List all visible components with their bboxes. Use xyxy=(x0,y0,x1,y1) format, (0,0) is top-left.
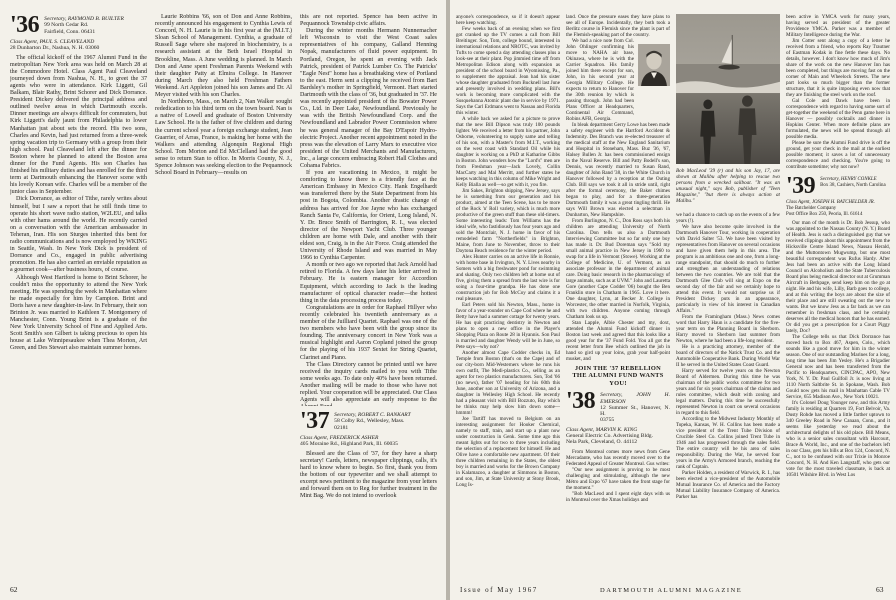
paragraph: A month or two ago we reported that Jack Arnold had retired to Florida. A few days later his letter arrived in February. He is eastern manager for Accordion Equipment, which according to Jack is the leading manufacturer of optical character reader—the hottest thing in the data processing process today. xyxy=(300,262,437,304)
secretary-info xyxy=(820,175,885,189)
class-year: '37 xyxy=(300,410,330,434)
left-column-2 xyxy=(155,14,292,584)
right-column-4 xyxy=(786,14,890,584)
paragraph: We have also become quite involved in the Dartmouth Hanover Tour, working in cooperation with David Salter '53. We have been visited by representatives from Hanover on several occasions and have given them help in this area. The program is an ambitious one and one, from a long-range standpoint, that should do much to further and strengthen an understanding of relations between the two countries. We are told that the Dartmouth Glee Club will sing at Expo on the second day of the fair and we certainly hope to attend this event. It would not surprise us if President Dickey puts in an appearance, particularly in view of his interest in Canadian Affairs." xyxy=(676,224,780,314)
page-number: 63 xyxy=(876,585,884,594)
paragraph: Parker Holden, a resident of Warwick, R. I., has been elected a vice-president of the Automobile Mutual Insurance Co. of America and the Factory Mutual Liability Insurance Company of America. Parker has xyxy=(676,470,780,500)
footer-magazine-title: DARTMOUTH ALUMNI MAGAZINE xyxy=(600,587,743,594)
secretary-info xyxy=(334,410,411,431)
class-agent-address-2: Nela Park, Cleveland, O. 44112 xyxy=(566,439,638,446)
paragraph: From Burlington, N. C., Don Ross says both his children are attending University of North Carolina. Don tells us also a Dartmouth Interviewing Committee but so far only one boy has made it. Dr. Bud Doreman says "Sold my small animal practice in New Jersey in 1960 to swap for a life in Vermont (Stowe). Working at the College of Medicine, U. of Vermont, as an associate professor in the department of animal care. Doing basic research in the pharmacology of large animals, such as at UVM." John and Lauretta Gore (another Cape Codder '06) bought the Ben Franklin store in Chatham in 1965. Love it here. One daughter, Lynn, at Becker Jr. College in Worcester, the other married in Norfolk, Virginia, with two children. Anyone coming through Chatham look us up. xyxy=(566,218,670,320)
class-year: '39 xyxy=(786,173,816,199)
paragraph: we had a chance to catch up on the events of a few years (!). xyxy=(676,212,780,224)
paragraph: Gal Cole and Dawk have been in correspondence with regard to having some sort of get-together the weekend of the Penn game here in Hanover — possibly cocktails and dinner in Hopkins Center. When more definite plans are formulated, the news will be spread through all possible media. xyxy=(786,98,890,140)
paragraph: land. Once the pressure eases they have plans to see all of Europe. Incidentally, they both took a Berlitz course in Flemish since the plant is part of the Flemish-speaking part of the country. xyxy=(566,14,670,38)
slogan-line-3: YOU! xyxy=(609,379,627,387)
class-agent-name: Class Agent, FREDERICK ASHER xyxy=(300,435,379,441)
paragraph: We had a nice note from Col. John Ohlinger confirming his move to NAHA air base, Okinawa, where he is with the Carrier Squadron. His family joined him there except for son, John, in his second year at Georgia Military College. He expects to return to Hanover for the 30th reunion by which is passing through. John had been Plans Officer at Headquarters, Continental Air Command, Robins AFB, Georgia. xyxy=(566,38,634,122)
left-column-3 xyxy=(300,14,437,406)
paragraph: During the winter months Hermann Nunnemacher left Wisconsin to visit the West Coast sales representatives of his company, Galland Henning Nopak, manufacturers of fluid power equipment. In Portland, Oregon, he spent an evening with Jack Patrick, president of Patrick Lumber Co. The Patricks' "Eagle Nest" home has a breathtaking view of Portland to the east. Herm sent a clipping he received from Bart Bardsley's mother in Springfield, Vermont. Hart started Dartmouth with the class of '36, but graduated in '37. He was recently appointed president of the Bowater Power Co., Ltd. in Deer Lake, Newfoundland. Previously he was with the British Newfoundland Corp. and the Newfoundland and Labrador Power Commission where he was general manager of the Bay D'Espoir Hydro-electric Project. Another recent appointment noted in the press was the elevation of Larry Marx to executive vice president of the United Merchants and Manufacturers, Inc., a large concern embracing Robert Hall Clothes and Cohama Fabrics. xyxy=(300,28,437,169)
class-37-heading xyxy=(300,410,437,432)
class-agent-address-1: General Electric Co. Advertising Bldg. xyxy=(566,433,653,439)
class-agent-address: 405 Moraine Rd., Highland Park, Ill. 60035 xyxy=(300,441,398,448)
secretary-address-2: 03755 xyxy=(600,417,615,424)
paragraph: Laurie Robbins '66, son of Don and Anne Robbins, recently announced his engagement to Cynthia Lewis of Concord, N. H. Laurie is in his first year at the (M.I.T.) Sloan School of Management. Cynthia, a graduate of Russell Sage where she majored in biochemistry, is a research assistant at the Beth Israel Hospital in Brookline, Mass. A June wedding is planned. In March Don and Anne spent Freshman Parents Weekend with their daughter Patty at Elmira College. In Hanover during March they also held Freshman Fathers Weekend. Art Appleton joined his son James and Dr. Al Meyer visited with his son Charles. xyxy=(155,14,292,99)
secretary-address-2: 02181 xyxy=(334,424,349,431)
secretary-address-1: 99 North Cedar Rd. xyxy=(44,22,89,29)
paragraph: this are not reported. Spence has been active in Pequannock Township civic affairs. xyxy=(300,14,437,28)
paragraph: Few weeks back of an evening when we first got cranked up the TV comes a call from Bill Breitinger. Son, Tom, college bound, interested in international relations and NROTC, was invited by Tufts to come spend a day attending classes plus a look-see at their plant. Pop jimmied time off from Metropolitan Edison along with expansion as president of the school board in Wyomissing, Pa., to supplement the appraisal. Jean had his sister whose daughter graduated from Bucknell last June and presently involved in wedding plans. Bill's work is becoming more complicated with the Susquehanna Atomic plant due in service by 1971. Says the Carl Erdmans went to Nassau and Florida this winter. xyxy=(456,26,560,116)
class-agent-info xyxy=(10,39,147,52)
paragraph: Jim Sakes, Brighton shipping, New Jersey, says he is something from our generation and his product, aimed at the Teen Scene, has to be more of the Rock 'n' Roll variety, which is much more productive of the green stuff than these old-timers. Some interesting leads: Tom Williams has the ideal wife, who fastidiously has four years ago and sold the Montclair, N. J. home in favor of his remodeled farm "Northerfields" in Brighton, Maine, from June to November, throw to their Daytona Beach residence for the winter period. xyxy=(456,188,560,254)
class-agent-name: Class Agent, PAUL S. CLEAVELAND xyxy=(10,39,95,45)
paragraph: In bleak department Gerry Lowe has been made a safety engineer with the Hartford Accident & Indemnity. Des Branch was re-elected treasurer of the medical staff at the New England Sanitarium and Hospital in Stoneham, Mass. Buz '36, '67, Halsey Bullen Jr. has been commissioned ensign in the Naval Reserve. Bill and Patty Bodell's son, Dennis, was recently married to Susan Rand, daughter of John Rand '38, in the White Church in Hanover followed by a reception at the Outing Club. Bill says we took it all in stride until, right after the formal ceremony, the Baker chimes began to play, and for a three-generation Dartmouth family it was a great tingling thrill. He says Will Brown was elected a selectman in Dunbarton, New Hampshire. xyxy=(566,122,670,218)
class-38-heading xyxy=(566,390,670,423)
footer-issue: Issue of May 1967 xyxy=(460,586,538,594)
class-year: '36 xyxy=(10,14,40,38)
left-page xyxy=(0,0,446,600)
secretary-address-1: 58 Colby Rd., Wellesley, Mass. xyxy=(334,418,405,425)
paragraph: From Montreal comes more news from Gene Mercadante, who has recently moved over to the Federated Appeal of Greater Montreal. Gus writes: xyxy=(566,448,670,467)
paragraph: been active in YMCA work for many years, having served as president of the greater Providence YMCA. Parker was a member of Military Intelligence during the War. xyxy=(786,14,890,38)
paragraph: Alex Hunter carries on an active life in Ronnie, with home base in Irvington, N. Y. Lives nearby in Somers with a big freshwater pond for swimming and skating. Only two children left at home out of five, giving them a spread from the last wire is for soing a four-time grandpa. He has done one construction job for Bob McCoy and claims it a real pleasure. xyxy=(456,254,560,302)
paragraph: In Northboro, Mass., on March 2, Nan Walker sought rededication to his third term on the town board. Nan is a native of Lowell and graduate of Boston University Law School. He is the father of five children and during the current school year a foreign exchange student, Jean Guarrier, of Arras, France, is making her home with the Walkers and attending Algonquin Regional High School. Tom Morton and Ed McClelland had the good sense to return Stan to office. In Morris County, N. J., Spence Johnson was seeking election to the Pequannock School Board in February—results on xyxy=(155,99,292,177)
secretary-name: Secretary, JOHN H. EMERSON xyxy=(600,392,670,405)
paragraph: Earl Peters sold his Newton, Mass., home in favor of a year-rounder on Cape Cod where he and Betty have had a summer cottage for twenty years. He has quit practicing dentistry in Newton and plans to open a new office in the Player's Shopping Plaza on Route 28 in Hyannis. Son Paul is married and daughter Wendy will be in June, so Pete says—why not? xyxy=(456,302,560,350)
class-agent-info xyxy=(786,200,890,217)
paragraph: The College tells us that Dick Dorrance has moved back to Box 467, Aspen, Colo., which sounds like a good move for him in the winter season. One of our outstanding Marines for a long, long time has been Jim Yesley. He's a Brigadier General now and has been transferred from the Pacific to Headquarters, CINCPAC, APO, New York, N. Y. Dr. Paul Guilfoil Jr. is now living at 1110 North Saltbrite St. in Spokane, Wash. Bob Gould now gets his mail in Manhattan Cable TV Service, 655 Madison Ave., New York 10021. xyxy=(786,334,890,401)
slogan-line-1: JOIN THE '37 REBELLION xyxy=(574,365,662,372)
secretary-info xyxy=(600,390,670,423)
paragraph: Our man of the month is Dr. Bob Jessup, who was appointed to the Nassau County (N. Y.) Board of Health. Jess is such a distinguished guy that we received clippings about this appointment from the Hicksville Centre Island News, Nassau Herald, and the Muttontown Mugwump, but one most beautiful correspondent was Rufus Hardy. After Jess had been an active with the Long Island Council on Alcoholism and the State Tuberculosis Board plus being medical director out at Grumman Aircraft in Bethpage, send keep him on the go at night. He and his wife, Lilly, Barb goes to college, and at this writing the boys are about the size of their place and are still sweating out the new to wants. But we know Jess as a far back as we can remember in freshman class, and he certainly deserves all the medical honors that he has earned. Or did you get a prescription for a Court Piggy lately, Doc? xyxy=(786,220,890,335)
right-page xyxy=(450,0,896,600)
class-agent-address: 28 Dunbarton Dr., Nashua, N. H. 03060 xyxy=(10,45,100,52)
secretary-address-2: Fairfield, Conn. 06431 xyxy=(44,28,96,35)
paragraph: Joe Tartiff has moved to Belgium on an interesting assignment for Hooker Chemical, namely to staff, train, and start up a plant now under construction in Genk. Some time ago this meant lights out for two to three years including the selection of a replacement for himself. He and Olive have a comfortable new apartment. Of their three children remaining in the States, the oldest boy is married and works for the Brown Company in Kalamazoo, a daughter at Simmons in Boston, and son, Jim, at State University at Stony Brook, Long Is- xyxy=(456,416,560,488)
class-agent-address-2: Post Office Box 250, Peoria, Ill. 61614 xyxy=(786,211,863,217)
secretary-address: Box 38, Cashiers, North Carolina xyxy=(820,182,886,188)
secretary-name: Secretary, ROBERT C. BANKART xyxy=(334,412,411,418)
paragraph: Harry served for twelve years on the Newton Board of Aldermen. During this time he was chairman of the public works committee for two years and for six years chairman of the claims and rules committee, which dealt with zoning and legal matters. During this time he successfully represented Newton in court on several occasions in regard to this field. xyxy=(676,368,780,416)
paragraph: Blessed are the Class of '37, for they have a sharp secretary! Cards, letters, newspaper clippings, calls, it's hard to know where to begin. So first, thank you from the bottom of our typewriter and we shall attempt to excerpt news pertinent to the magazine from your letters and forward them on to Reg for further treatment in the Mint Bag. We do not intend to overlook xyxy=(300,450,437,500)
class-agent-name: Class Agent, MARVIN K. KING xyxy=(566,426,638,433)
paragraph: "Bob MacLeod and I spent eight days with us in Montreal over the Xmas holidays and xyxy=(566,490,670,503)
secretary-name: Secretary, RAYMOND B. BUILTER xyxy=(44,16,124,22)
beach-scene-illustration xyxy=(676,14,780,164)
paragraph: According to the Midwest Industry Monthly of Topeka, Kansas, W. H. Collins has been made a vice president of the Trent Tube Division of Crucible Steel Co. Collins joined Trent Tube in 1946 and has progressed through the sales field. The entire country will be his area of sales responsibility. During the War, he served four years in the Army's Armored branch, reaching the rank of Captain. xyxy=(676,416,780,470)
class-agent-name: Class Agent, JOSEPH H. BATCHELDER JR. xyxy=(786,200,875,205)
secretary-info xyxy=(44,14,124,35)
paragraph: Dick Dorrance, as editor of Tithe, rarely writes about himself, but I saw a report that he still finds time to operate his short wave radio station, W2LEU, and talks with other hams around the world. He recently carried on a conversation with the American ambassador in Teheran, Iran. His son Sturges inherited this bent for radio communications and is now employed by WKING in Seattle, Wash. In New York Dick is president of Dorrance and Co., engaged in public advertising promotion. He has also carried an enviable reputation as a gourmet cook—after business hours, of course. xyxy=(10,196,147,274)
paragraph: anyone's correspondence, so if it doesn't appear here keep watching. xyxy=(456,14,560,26)
paragraph: If you are vacationing in Mexico, it might be comforting to know there is a friendly face at the American Embassy in Mexico City. Hank Engelhardt was transferred there by the State Department from his post in Bogota, Colombia. Another drastic change of address has arrived for Joe Jayne who has exchanged Ranch Santa Fe, California, for Orient, Long Island, N. Y. Dr. Bruce Smith of Barrington, R. I., was elected director of the Newport Yacht Club. Three younger children are home with Dale, and another with their eldest son, Craig, is in the Air Force. Craig attended the University of Rhode Island and was married in May 1966 to Cynthia Carpenter. xyxy=(300,170,437,262)
paragraph: "Our new assignment is proving to be most challenging and stimulating, although the new Métro and Expo '67 have taken the front stage for the moment." xyxy=(566,466,670,491)
right-column-1 xyxy=(456,14,560,584)
class-39-heading xyxy=(786,175,890,197)
paragraph: Jim Cotter sent along a copy of a letter he received from a friend, who reports Ray Trautner of Eastman Kodak in fine fettle these days. No details, however. I don't know how much of Jim's share of the work on the new Hanover Inn has been completed, but things are moving fast on the corner of Main and Wheelock Streets. The new part looks so much bigger than the former structure, that it is quite imposing even now that they are finishing the steel work on the roof. xyxy=(786,38,890,98)
paragraph: It's Colonel Doug Younger now, and this Army family is residing at Quarters 19, Fort Belvoir, Va. Dusty Rohde has moved a little farther uptown to 340 Greeley Road in New Canaan, Conn., and it seems like yesterday we read about the architectural delights of his old place. Bill Means, who is a senior sales consultant with Harcourt, Brace & World, Inc., and one of the bachelors left in our Class, gets his bills at Box 124, Concord, N. C., not to be confused with our Trixie in Monroe Concord, N. H. And Ken Langstaff, who gets our vote for the most traveled classmate, is back at 10501 Wilshire Blvd. in West Los xyxy=(786,400,890,479)
paragraph: Although West Hartford is home to Brint Schorer, he couldn't miss the opportunity to attend the New York meeting. He was spending the week in Manhattan where he made especially for him by Campion. Brint and Doris have a new daughter-in-law. In February, their son Brinton Jr. was married to Kathleen T. Montgomery of Manchester, Conn. Young Brint is a graduate of the New York University School of Fine and Applied Arts. Scott Smith's son Gilbert is taking precious to open his house at Lake Winnipesaukee when Thea Morton, Art Green, and Des Stewart also maintain summer homes. xyxy=(10,274,147,352)
page-number: 62 xyxy=(10,585,18,594)
paragraph: The official kickoff of the 1967 Alumni Fund in the metropolitan New York area was held on March 28 at the Commodore Hotel. Class Agent Paul Cleaveland journeyed down from Nashua, N. H., to greet the 37 agents who were in attendance. Kirk Liggett, Gil Balkam, Blair Rathy, Brint Schorer and Dick Dorrance. President Dickey delivered the principal address and outlined twelve areas in which Dartmouth excels. Dinner meetings are always difficult for commuters, but Kirk Liggett's daily jaunt from Philadelphia to lower Manhattan just about sets the record. His two sons, Charles and Kevin, had just returned from a three-week spring vacation trip to Germany with a group from their high school. Paul Cleaveland left after the dinner for Boston where he planned to attend the Boston area dinner for the Fund Agents. His son Charles has finished his military duties and has enrolled for the third term at Dartmouth enhancing the Hanover scene with his lovely Korean wife. Charles will be a member of the junior class in September. xyxy=(10,54,147,196)
class-year: '38 xyxy=(566,388,596,415)
right-column-2b xyxy=(676,212,780,580)
class-36-heading xyxy=(10,14,147,36)
paragraph: A while back we asked for a picture to prove that the new Bill Dipson was truly 100 pounds lighter. We received a letter from his partner, John Osborne, volunteering to supply same and telling of his son, with a Master's from M.I.T., working on the west coast with Standard Oil while his daughter is working on a PhD at Katharine Gibbs in Boston. John wonders how the "Lord's" men are from Freshman year—Jack Lovely, Collin MacCarty and Mal Merritt, and further states he keeps watching in this column of Mike Wright and Kelly Bialla as well—so get with it, you fire. xyxy=(456,116,560,188)
paragraph: He is a practicing attorney, member of the board of directors of the Natick Trust Co. and the Automobile Cooperative Bank. During World War II he served in the United States Coast Guard. xyxy=(676,344,780,368)
class-agent-info xyxy=(300,435,437,448)
secretary-name: Secretary, HENRY CONKLE xyxy=(820,177,877,182)
photo-caption: Bob MacLeod '39 (r) and his son Jay, 17, are shown at Malibu after helping to rescue two persons from a wrecked sailboat. "It was an unusual night," says Bob, publisher of "Teen Magazine," "but there is always action at Malibu." xyxy=(676,168,780,205)
paragraph: Another almost Cape Codder checks in, Ed Temple from Boston (that's on the Cape) and of our city-born Mid-Westerners where he runs his own outfit, The Medi-plastics Co., selling as an agent for two plastics manufacturers. Son, Tod '66 (no news), father '07 heading for his 60th this June, another son at University of Arizona, and a daughter in Wellesley High School. He recently had a pleasant visit with Bill Bozzuto, Bay which he thinks may help slow him down some—hmmm! xyxy=(456,350,560,416)
left-column-1 xyxy=(10,14,147,584)
class-agent-info xyxy=(566,427,670,446)
secretary-address-1: 12 Summer St., Hanover, N. H. xyxy=(600,404,670,418)
left-column-3-class-37 xyxy=(300,410,437,580)
class-agent-address-1: The Batchelder Company xyxy=(786,205,837,211)
paragraph: From the Framingham (Mass.) News comes word that Harry Haun is a candidate for the five-year term on the Planning Board in Sherborn. Harry moved to Sherborn last summer from Newton, where he had been a life-long resident. xyxy=(676,314,780,344)
paragraph: Congratulations are in order for Raphael Hillyer who recently celebrated his twentieth anniversary as a member of the Juilliard Quartet. Raphael was one of the two members who have been with the group since its founding. The anniversary concert in New York was a musical highlight and Aaron Copland joined the group for the playing of his 1937 Sextet for String Quartet, Clarinet and Piano. xyxy=(300,304,437,361)
slogan-line-2: THE ALUMNI FUND WANTS xyxy=(572,372,664,380)
right-column-2 xyxy=(566,14,670,584)
paragraph: Please be sure the Alumni Fund drive is off the ground, get your check in the mail at the earliest possible moment; it saves a lot of unnecessary correspondence and checking. You're going to contribute sometime; why not now? xyxy=(786,140,890,170)
rebellion-slogan xyxy=(566,365,670,387)
malibu-beach-photo xyxy=(676,14,780,164)
paragraph: The Class Directory cannot be printed until we have received the inquiry cards mailed to you with Tithe some weeks ago. To date only 40% have been returned. Another mailing will be made to those who have not replied. Your cooperation will be appreciated. Our Class Agents will also appreciate an early response to the xyxy=(300,361,437,404)
paragraph: Stan Lapple, Albie Chester and my, doxt, attended the Alumni Fund kickoff dinner in Boston last week and agreed that this looks like a good year for the '37 Fund Fold. You all got the recent letter from Bee which outlined the job in hand so gird up your loins, grab your half-point musket, and xyxy=(566,320,670,362)
